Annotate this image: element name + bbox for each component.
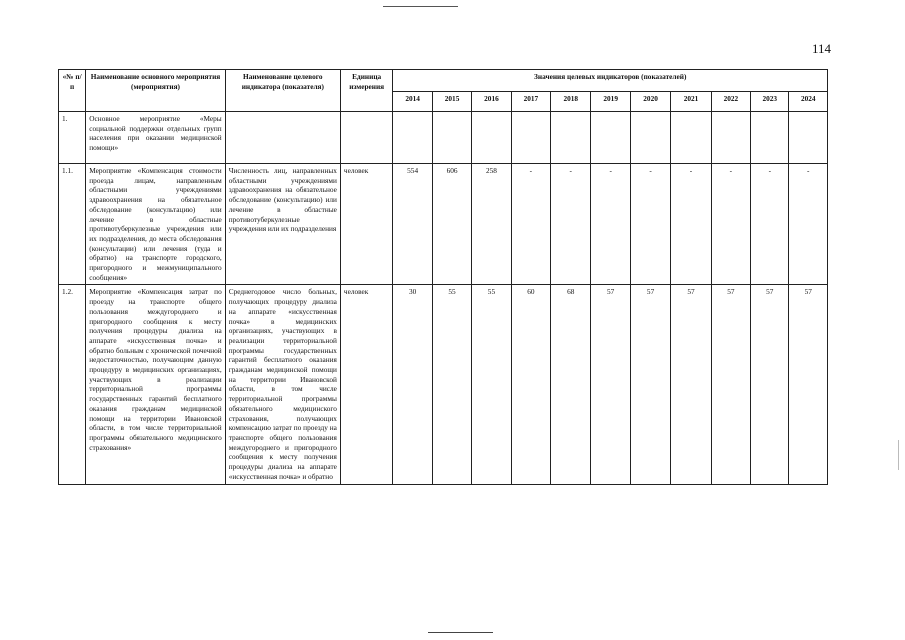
row-value: - xyxy=(751,164,789,285)
row-num: 1. xyxy=(59,112,86,164)
row-value xyxy=(711,112,750,164)
row-value: 258 xyxy=(472,164,511,285)
row-value: 30 xyxy=(393,285,432,484)
row-value: - xyxy=(711,164,750,285)
row-value: - xyxy=(789,164,828,285)
row-value: 57 xyxy=(789,285,828,484)
page-number: 114 xyxy=(812,41,832,56)
row-value: - xyxy=(630,164,670,285)
row-value xyxy=(751,112,789,164)
header-unit: Единица измерения xyxy=(340,70,393,112)
table-row xyxy=(59,164,828,285)
year-2020: 2020 xyxy=(630,92,670,112)
year-2024: 2024 xyxy=(789,92,828,112)
table-row xyxy=(59,112,828,164)
row-indicator xyxy=(225,112,340,164)
row-value xyxy=(789,112,828,164)
row-value: 554 xyxy=(393,164,432,285)
row-value xyxy=(511,112,550,164)
row-event: Мероприятие «Компенсация затрат по проезду на транспорте общего пользования междугороднего и пригородного сообщения к месту получения процедуры диализа на аппарате «искусственная почка» и обратно больным с хронической почечной недостаточностью, получающим данную процедуру в медицинских организациях, участвующих в реализации территориальной программы государственных гарантий бесплатного оказания гражданам медицинской помощи на территории Ивановской области, в том числе территориальной программы обязательного медицинского страхования» xyxy=(86,285,225,484)
year-2015: 2015 xyxy=(432,92,471,112)
row-value: 57 xyxy=(591,285,630,484)
row-event: Мероприятие «Компенсация стоимости проезда лицам, направленным областными учреждениями здравоохранения на обязательное обследование (консультацию) или лечение в областные противотуберкулезные учреждения или их подразделения, до места обследования (консультации) или лечения (туда и обратно) на транспорте городского, пригородного и межмуниципального сообщения» xyxy=(86,164,225,285)
year-2022: 2022 xyxy=(711,92,750,112)
row-value: 68 xyxy=(551,285,591,484)
row-value xyxy=(472,112,511,164)
row-unit: человек xyxy=(340,285,393,484)
scan-artifact-right xyxy=(898,440,899,470)
row-value: 57 xyxy=(711,285,750,484)
row-value: - xyxy=(671,164,711,285)
header-row xyxy=(59,70,828,92)
row-value xyxy=(591,112,630,164)
row-unit xyxy=(340,112,393,164)
row-value: 55 xyxy=(432,285,471,484)
header-indicator: Наименование целевого индикатора (показателя) xyxy=(225,70,340,112)
header-values: Значения целевых индикаторов (показателей) xyxy=(393,70,828,92)
year-2019: 2019 xyxy=(591,92,630,112)
row-value: 57 xyxy=(630,285,670,484)
row-value xyxy=(630,112,670,164)
row-unit: человек xyxy=(340,164,393,285)
row-num: 1.1. xyxy=(59,164,86,285)
row-value: - xyxy=(511,164,550,285)
year-2021: 2021 xyxy=(671,92,711,112)
row-value xyxy=(551,112,591,164)
year-2014: 2014 xyxy=(393,92,432,112)
row-value xyxy=(671,112,711,164)
row-value xyxy=(432,112,471,164)
year-2016: 2016 xyxy=(472,92,511,112)
header-event: Наименование основного мероприятия (мероприятия) xyxy=(86,70,225,112)
row-value: - xyxy=(591,164,630,285)
row-value: - xyxy=(551,164,591,285)
year-2017: 2017 xyxy=(511,92,550,112)
row-event: Основное мероприятие «Меры социальной поддержки отдельных групп населения при оказании медицинской помощи» xyxy=(86,112,225,164)
row-value: 606 xyxy=(432,164,471,285)
row-value: 57 xyxy=(751,285,789,484)
header-num: «№ п/п xyxy=(59,70,86,112)
indicators-table xyxy=(58,69,828,485)
row-value: 60 xyxy=(511,285,550,484)
year-2023: 2023 xyxy=(751,92,789,112)
row-indicator: Среднегодовое число больных, получающих процедуру диализа на аппарате «искусственная почка» в медицинских организациях, участвующих в реализации территориальной программы государственных гарантий бесплатного оказания гражданам медицинской помощи на территории Ивановской области, в том числе территориальной программы обязательного медицинского страхования, получающих компенсацию затрат по проезду на транспорте общего пользования междугороднего и пригородного сообщения к месту получения процедуры диализа на аппарате «искусственная почка» и обратно xyxy=(225,285,340,484)
table-row xyxy=(59,285,828,484)
row-value: 57 xyxy=(671,285,711,484)
row-indicator: Численность лиц, направленных областными учреждениями здравоохранения на обязательное обследование (консультацию) или лечение в областные противотуберкулезные учреждения или их подразделения xyxy=(225,164,340,285)
row-num: 1.2. xyxy=(59,285,86,484)
scan-artifact-bottom xyxy=(428,632,493,633)
row-value: 55 xyxy=(472,285,511,484)
row-value xyxy=(393,112,432,164)
scan-artifact-top xyxy=(383,6,458,7)
year-2018: 2018 xyxy=(551,92,591,112)
